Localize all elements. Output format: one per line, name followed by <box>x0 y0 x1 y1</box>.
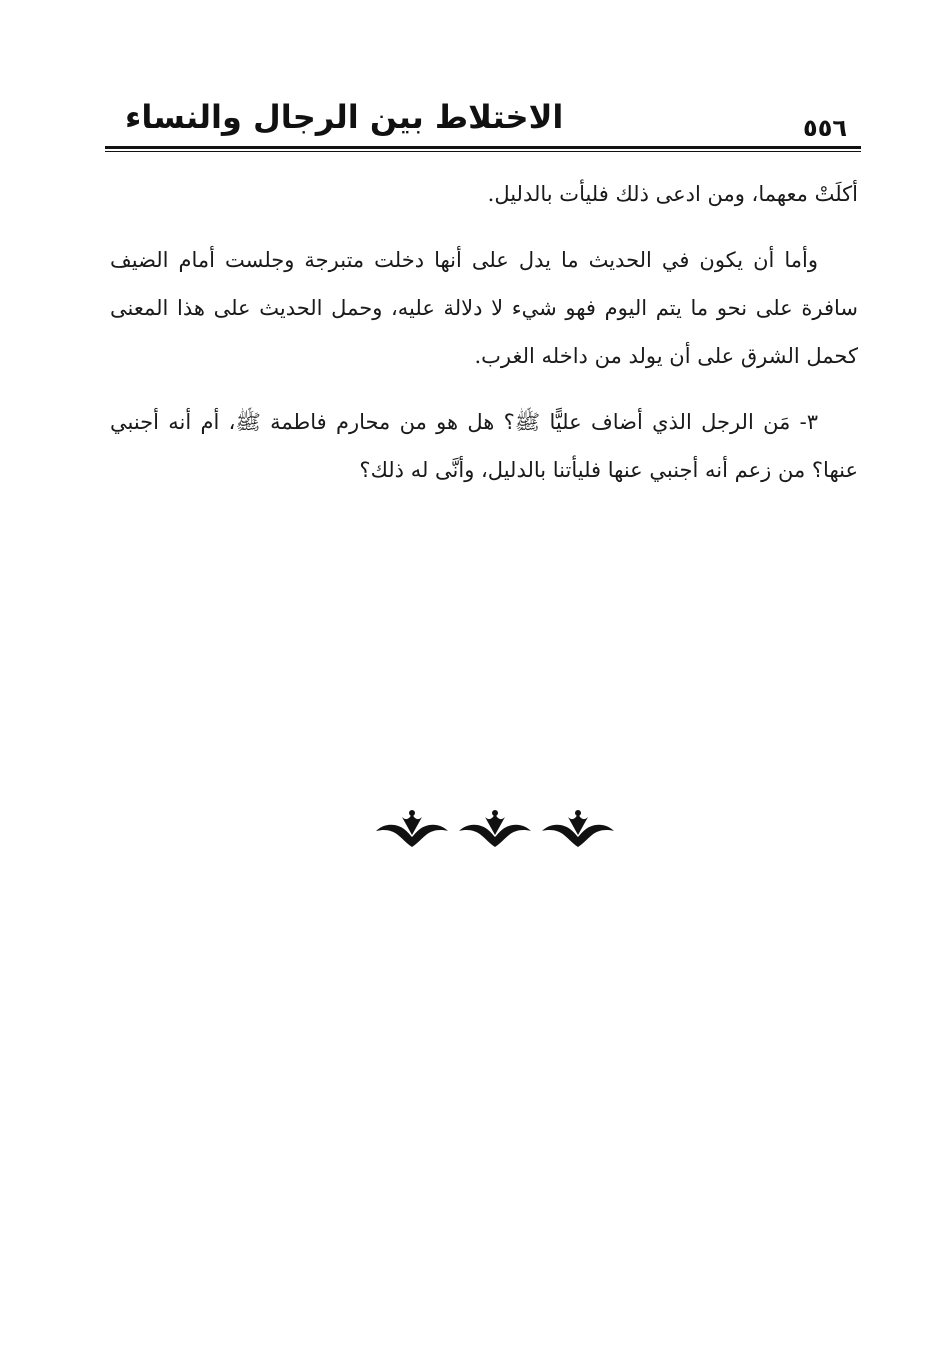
ornament-motif-left <box>376 810 448 847</box>
header-rule-thin <box>105 151 861 152</box>
header-rule-thick <box>105 146 861 149</box>
paragraph-point-three: ٣- مَن الرجل الذي أضاف عليًّا ﷺ؟ هل هو من محارم فاطمة ﷺ، أم أنه أجنبي عنها؟ من زعم أنه أجنبي عنها فليأتنا بالدليل، وأنَّى له ذلك؟ <box>110 410 858 482</box>
ornament-motif-right <box>542 810 614 847</box>
page-number: ٥٥٦ <box>803 114 847 142</box>
body-text <box>110 170 858 512</box>
ornament-motif-center <box>459 810 531 847</box>
running-header <box>105 92 861 154</box>
paragraph-continuation: أكلَتْ معهما، ومن ادعى ذلك فليأت بالدليل. <box>487 182 858 206</box>
paragraph-second: وأما أن يكون في الحديث ما يدل على أنها دخلت متبرجة وجلست أمام الضيف سافرة على نحو ما يتم اليوم فهو شيء لا دلالة عليه، وحمل الحديث على هذا المعنى كحمل الشرق على أن يولد من داخله الغرب. <box>110 248 858 368</box>
running-title: الاختلاط بين الرجال والنساء <box>125 98 564 136</box>
floral-ornament-icon <box>374 805 614 855</box>
